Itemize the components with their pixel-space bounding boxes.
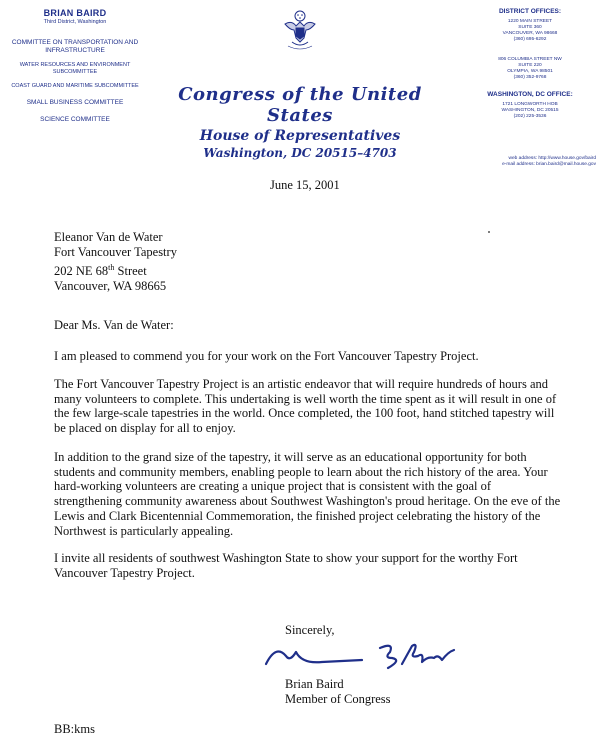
recipient-street: 202 NE 68th Street (54, 263, 147, 279)
committee-small-business: SMALL BUSINESS COMMITTEE (26, 99, 124, 106)
signature-icon (262, 634, 462, 674)
closing: Sincerely, (285, 623, 335, 637)
paragraph-2: The Fort Vancouver Tapestry Project is an artistic endeavor that will require hundreds of hours and many volunteers to complete. This undertaking is well worth the time spent as it will result in one of the few large-scale tapestries in the world. Once completed, the 100 foot, hand stitched tapestry will be placed on display for all to enjoy. (54, 377, 557, 436)
letterhead-left (0, 8, 150, 124)
committee-transportation: COMMITTEE ON TRANSPORTATION AND INFRASTRUCTURE (11, 39, 139, 54)
signer-name: Brian Baird (285, 677, 344, 691)
letterhead-right (460, 8, 600, 120)
paragraph-1: I am pleased to commend you for your work on the Fort Vancouver Tapestry Project. (54, 349, 479, 363)
district-label: Third District, Washington (43, 19, 107, 25)
typist-initials: BB:kms (54, 722, 95, 736)
washington-address: Washington, DC 20515–4703 (203, 146, 397, 160)
committee-science: SCIENCE COMMITTEE (40, 116, 110, 123)
recipient-city: Vancouver, WA 98665 (54, 279, 167, 294)
district-offices-header: DISTRICT OFFICES: (498, 8, 562, 15)
signer-block (285, 677, 391, 707)
signer-title: Member of Congress (285, 692, 391, 706)
recipient-name: Eleanor Van de Water (54, 230, 163, 244)
eagle-seal-icon (282, 8, 318, 52)
subcommittee-water: WATER RESOURCES AND ENVIRONMENT SUBCOMMITTEE (19, 62, 131, 75)
recipient-address (54, 230, 177, 294)
subcommittee-coast-guard: COAST GUARD AND MARITIME SUBCOMMITTEE (11, 83, 139, 89)
web-contact (438, 156, 596, 168)
district-office-1: 1220 MAIN STREET SUITE 360 VANCOUVER, WA 98668 (360) 695-6292 (502, 19, 558, 42)
recipient-org: Fort Vancouver Tapestry (54, 245, 177, 259)
letterhead-title (150, 84, 450, 160)
paragraph-4: I invite all residents of southwest Washington State to show your support for the worthy Fort Vancouver Tapestry Project. (54, 551, 518, 580)
paragraph-3: In addition to the grand size of the tapestry, it will serve as an educational opportunity for both students and community members, enabling people to learn about the rich history of the area. Your hard-working volunteers are creating a unique project that is consistent with the goal of strengthening community awareness about Southwest Washington's proud heritage. On the eve of the Lewis and Clark Bicentennial Commemoration, the finished project celebrating the history of the Northwest is particularly appealing. (54, 450, 561, 538)
dc-office: 1721 LONGWORTH HOB WASHINGTON, DC 20515 (202) 225-3536 (501, 102, 559, 119)
dc-office-header: WASHINGTON, DC OFFICE: (487, 91, 573, 98)
web-address: web address: http://www.house.gov/baird (508, 156, 596, 161)
salutation: Dear Ms. Van de Water: (54, 318, 174, 332)
district-office-2: 806 COLUMBIA STREET NW SUITE 220 OLYMPIA, WA 98501 (360) 352-9768 (498, 57, 562, 80)
member-name: BRIAN BAIRD (43, 8, 107, 18)
email-address: e-mail address: brian.baird@mail.house.gov (502, 162, 596, 167)
house-title: House of Representatives (199, 128, 401, 144)
congress-title: Congress of the United States (178, 84, 422, 126)
scan-speck (488, 231, 490, 233)
letter-date: June 15, 2001 (270, 178, 340, 192)
